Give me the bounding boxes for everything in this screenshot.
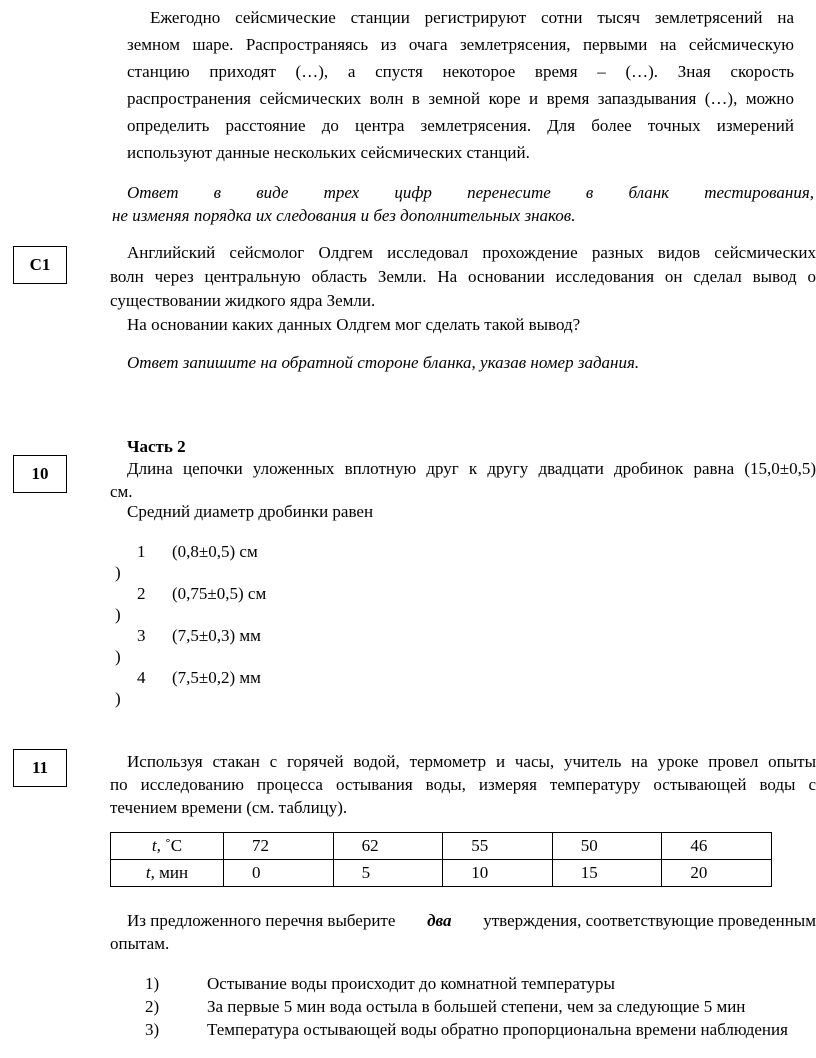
question-number-c1: С1 xyxy=(13,246,67,284)
table-cell: 72 xyxy=(224,833,334,860)
table-header-time: t, мин xyxy=(111,860,224,887)
q11-line-3: течением времени (см. таблицу). xyxy=(110,798,348,817)
q10-option-1[interactable]: (0,8±0,5) см xyxy=(172,542,258,561)
c1-question: На основании каких данных Олдгем мог сделать такой вывод? xyxy=(127,315,581,334)
part2-title: Часть 2 xyxy=(127,437,186,456)
table-cell: 46 xyxy=(662,833,772,860)
question-number-10: 10 xyxy=(13,455,67,493)
intro-line-3: станцию приходят (…), а спустя некоторое время – (…). Зная скорость xyxy=(127,62,794,81)
answer-instruction-line-2: не изменяя порядка их следования и без дополнительных знаков. xyxy=(112,206,576,225)
statement-1[interactable]: Остывание воды происходит до комнатной температуры xyxy=(207,974,615,993)
q11-choose-line-1 xyxy=(127,911,816,931)
c1-line-1: Английский сейсмолог Олдгем исследовал прохождение разных видов сейсмических xyxy=(127,243,816,262)
c1-line-3: существовании жидкого ядра Земли. xyxy=(110,291,376,310)
q11-choose-prefix: Из предложенного перечня выберите xyxy=(127,911,396,930)
q10-option-4-number: 4 xyxy=(137,668,146,687)
q10-option-1-number: 1 xyxy=(137,542,146,561)
table-cell: 50 xyxy=(552,833,662,860)
table-cell: 55 xyxy=(443,833,553,860)
intro-line-5: определить расстояние до центра землетрясения. Для более точных измерений xyxy=(127,116,794,135)
intro-line-2: земном шаре. Распространяясь из очага землетрясения, первыми на сейсмическую xyxy=(127,35,794,54)
intro-line-4: распространения сейсмических волн в земной коре и время запаздывания (…), можно xyxy=(127,89,794,108)
table-cell: 20 xyxy=(662,860,772,887)
table-row-temperature xyxy=(111,833,772,860)
q10-option-1-paren: ) xyxy=(115,563,121,582)
q10-option-3[interactable]: (7,5±0,3) мм xyxy=(172,626,261,645)
q11-choose-suffix: утверждения, соответствующие проведенным xyxy=(483,911,816,930)
table-cell: 15 xyxy=(552,860,662,887)
answer-instruction-line-1: Ответ в виде трех цифр перенесите в бланк тестирования, xyxy=(127,183,814,202)
q10-option-2-number: 2 xyxy=(137,584,146,603)
statement-3-number: 3) xyxy=(145,1020,160,1039)
statement-2[interactable]: За первые 5 мин вода остыла в большей степени, чем за следующие 5 мин xyxy=(207,997,746,1016)
table-cell: 10 xyxy=(443,860,553,887)
q11-line-2: по исследованию процесса остывания воды, измеряя температуру остывающей воды с xyxy=(110,775,816,794)
table-cell: 0 xyxy=(224,860,334,887)
q10-option-2-paren: ) xyxy=(115,605,121,624)
table-row-time xyxy=(111,860,772,887)
q10-option-4[interactable]: (7,5±0,2) мм xyxy=(172,668,261,687)
q11-line-1: Используя стакан с горячей водой, термометр и часы, учитель на уроке провел опыты xyxy=(127,752,816,771)
c1-line-2: волн через центральную область Земли. На основании исследования он сделал вывод о xyxy=(110,267,816,286)
statement-3[interactable]: Температура остывающей воды обратно пропорциональна времени наблюдения xyxy=(207,1020,788,1039)
q10-option-4-paren: ) xyxy=(115,689,121,708)
q11-choose-line-2: опытам. xyxy=(110,934,170,953)
statement-1-number: 1) xyxy=(145,974,160,993)
q10-option-3-number: 3 xyxy=(137,626,146,645)
question-number-11: 11 xyxy=(13,749,67,787)
q10-question: Средний диаметр дробинки равен xyxy=(127,502,374,521)
q10-option-2[interactable]: (0,75±0,5) см xyxy=(172,584,267,603)
q10-line-1: Длина цепочки уложенных вплотную друг к другу двадцати дробинок равна (15,0±0,5) xyxy=(127,459,816,478)
q11-choose-bold: два xyxy=(427,911,452,930)
intro-line-6: используют данные нескольких сейсмических станций. xyxy=(127,143,530,162)
cooling-data-table xyxy=(110,832,772,887)
q10-option-3-paren: ) xyxy=(115,647,121,666)
table-header-temperature: t, ˚С xyxy=(111,833,224,860)
table-cell: 62 xyxy=(333,833,443,860)
statement-2-number: 2) xyxy=(145,997,160,1016)
intro-line-1: Ежегодно сейсмические станции регистрируют сотни тысяч землетрясений на xyxy=(150,8,794,27)
table-cell: 5 xyxy=(333,860,443,887)
c1-instruction: Ответ запишите на обратной стороне бланка, указав номер задания. xyxy=(127,353,640,372)
q10-line-2: см. xyxy=(110,482,133,501)
